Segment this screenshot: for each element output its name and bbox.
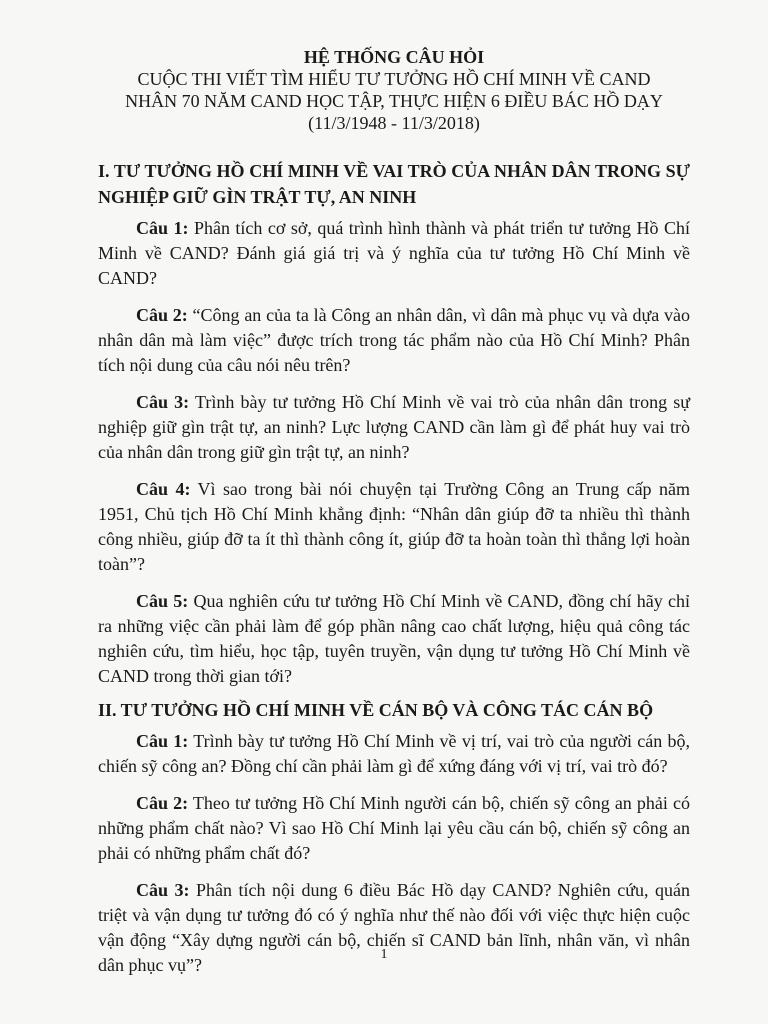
question-label: Câu 4: [136, 479, 191, 499]
header-line-contest: CUỘC THI VIẾT TÌM HIỂU TƯ TƯỞNG HỒ CHÍ MINH VỀ CAND [137, 69, 651, 89]
question-text: Vì sao trong bài nói chuyện tại Trường Công an Trung cấp năm 1951, Chủ tịch Hồ Chí Minh khẳng định: “Nhân dân giúp đỡ ta nhiều thì thành công nhiều, giúp đỡ ta ít thì thành công ít, giúp đỡ ta hoàn toàn thì thắng lợi hoàn toàn”? [98, 479, 690, 574]
section-1-question-1 [98, 216, 690, 291]
section-1-question-5 [98, 589, 690, 689]
question-label: Câu 5: [136, 591, 189, 611]
question-text: Trình bày tư tưởng Hồ Chí Minh về vị trí, vai trò của người cán bộ, chiến sỹ công an? Đồng chí cần phải làm gì để xứng đáng với vị trí, vai trò đó? [98, 731, 690, 776]
question-label: Câu 1: [136, 731, 189, 751]
question-label: Câu 1: [136, 218, 189, 238]
question-text: Qua nghiên cứu tư tưởng Hồ Chí Minh về CAND, đồng chí hãy chỉ ra những việc cần phải làm để góp phần nâng cao chất lượng, hiệu quả công tác nghiên cứu, tìm hiểu, học tập, tuyên truyền, vận dụng tư tưởng Hồ Chí Minh về CAND trong thời gian tới? [98, 591, 690, 686]
question-text: Phân tích cơ sở, quá trình hình thành và phát triển tư tưởng Hồ Chí Minh về CAND? Đánh giá giá trị và ý nghĩa của tư tưởng Hồ Chí Minh về CAND? [98, 218, 690, 288]
page-number: 1 [380, 947, 388, 962]
question-text: Theo tư tưởng Hồ Chí Minh người cán bộ, chiến sỹ công an phải có những phẩm chất nào? Vì sao Hồ Chí Minh lại yêu cầu cán bộ, chiến sỹ công an phải có những phẩm chất đó? [98, 793, 690, 863]
section-1-title: I. TƯ TƯỞNG HỒ CHÍ MINH VỀ VAI TRÒ CỦA NHÂN DÂN TRONG SỰ NGHIỆP GIỮ GÌN TRẬT TỰ, AN NINH [98, 161, 690, 207]
question-text: Phân tích nội dung 6 điều Bác Hồ dạy CAND? Nghiên cứu, quán triệt và vận dụng tư tưởng đó có ý nghĩa như thế nào đối với việc thực hiện cuộc vận động “Xây dựng người cán bộ, chiến sĩ CAND bản lĩnh, nhân văn, vì nhân dân phục vụ”? [98, 880, 690, 975]
section-2-question-3 [98, 878, 690, 978]
section-1-question-3 [98, 390, 690, 465]
header-line-anniversary: NHÂN 70 NĂM CAND HỌC TẬP, THỰC HIỆN 6 ĐIỀU BÁC HỒ DẠY [125, 91, 663, 111]
section-1-question-4 [98, 477, 690, 577]
section-2-question-2 [98, 791, 690, 866]
question-text: “Công an của ta là Công an nhân dân, vì dân mà phục vụ và dựa vào nhân dân mà làm việc” được trích trong tác phẩm nào của Hồ Chí Minh? Phân tích nội dung của câu nói nêu trên? [98, 305, 690, 375]
question-label: Câu 3: [136, 392, 190, 412]
question-label: Câu 2: [136, 305, 188, 325]
document-header [98, 46, 690, 134]
question-text: Trình bày tư tưởng Hồ Chí Minh về vai trò của nhân dân trong sự nghiệp giữ gìn trật tự, an ninh? Lực lượng CAND cần làm gì để phát huy vai trò của nhân dân trong giữ gìn trật tự, an ninh? [98, 392, 690, 462]
question-label: Câu 2: [136, 793, 189, 813]
section-2-title: II. TƯ TƯỞNG HỒ CHÍ MINH VỀ CÁN BỘ VÀ CÔNG TÁC CÁN BỘ [98, 700, 654, 720]
section-1-question-2 [98, 303, 690, 378]
document-title: HỆ THỐNG CÂU HỎI [303, 47, 485, 67]
section-2-question-1 [98, 729, 690, 779]
question-label: Câu 3: [136, 880, 190, 900]
header-line-dates: (11/3/1948 - 11/3/2018) [308, 113, 480, 133]
